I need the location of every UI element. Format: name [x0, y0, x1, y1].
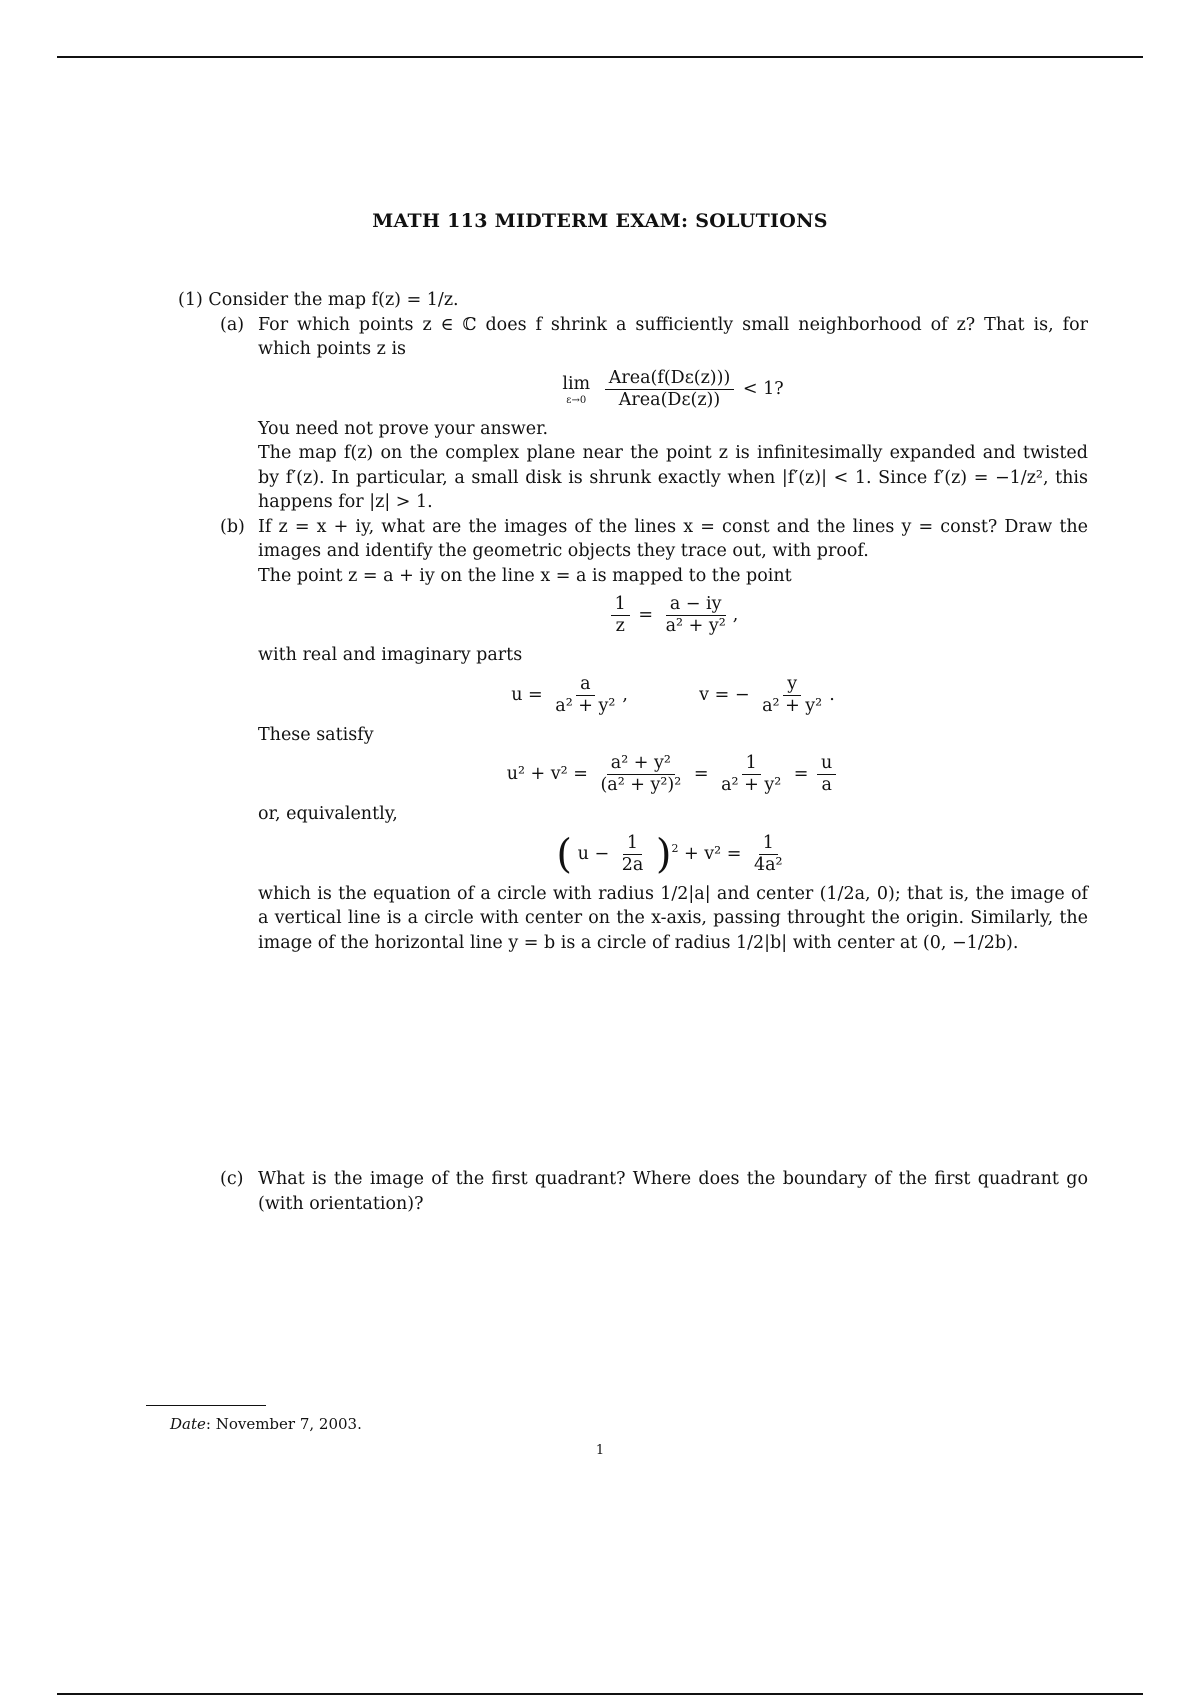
part-a-label: (a) — [220, 314, 245, 335]
page-title: MATH 113 MIDTERM EXAM: SOLUTIONS — [372, 210, 828, 232]
part-b-line-3: These satisfy — [258, 724, 374, 745]
right-paren: ) — [655, 831, 672, 877]
part-b-question: If z = x + iy, what are the images of the lines x = const and the lines y = const? Draw the images and identify the geometric objects they trace out, with proof. — [258, 516, 1088, 561]
eq4-frac-den: 2a — [621, 854, 644, 875]
area-denominator: Area(Dε(z)) — [618, 389, 721, 410]
part-b — [178, 515, 1088, 589]
eq4-rhs — [750, 833, 787, 876]
eq4-rhs-den: 4a² — [753, 854, 783, 875]
lim-text: lim — [562, 373, 591, 394]
part-b-line-4-wrap — [178, 802, 1088, 827]
equation-1: $\frac{1}{z}$ = $\frac{a - iy}{\text{a² + y²}}$ , — [178, 594, 1088, 637]
eq2-v-den: a² + y² — [762, 695, 823, 716]
eq4-frac-num: 1 — [623, 833, 642, 855]
part-a — [178, 313, 1088, 362]
eq1-rhs-num: a − iy — [666, 594, 726, 616]
part-b-conclusion: which is the equation of a circle with radius 1/2|a| and center (1/2a, 0); that is, the image of a vertical line is a circle with center on the x-axis, passing throught the origin. Similarly, the image of the horizontal line y = b is a circle of radius 1/2|b| with center at (0, −1/2b). — [258, 883, 1088, 953]
exam-content — [178, 288, 1088, 1216]
equation-2: u = $\frac{a}{\text{a² + y²}}$ , v = − $\frac{y}{\text{a² + y²}}$ . — [511, 673, 835, 716]
eq4-rest: + v² = — [684, 843, 742, 864]
left-paren: ( — [556, 831, 573, 877]
eq3-f3-den: a — [821, 775, 832, 795]
eq2-v-num: y — [783, 674, 801, 696]
top-rule — [57, 56, 1143, 58]
limit-rhs: < 1? — [742, 378, 784, 399]
eq4-inner: u − — [577, 843, 610, 864]
footnote-label: Date — [170, 1415, 206, 1433]
eq2-u: u = — [511, 684, 543, 705]
area-fraction — [605, 368, 735, 411]
part-b-line-2: with real and imaginary parts — [258, 645, 523, 665]
area-numerator: Area(f(Dε(z))) — [605, 368, 735, 390]
eq3-frac-1 — [596, 753, 685, 796]
eq3-f2-num: 1 — [742, 753, 761, 775]
footnote-rule — [146, 1405, 266, 1406]
bottom-rule — [57, 1693, 1143, 1695]
eq3-frac-2 — [717, 753, 785, 796]
problem-1-text: Consider the map f(z) = 1/z. — [208, 290, 459, 310]
square-exponent: 2 — [671, 841, 679, 855]
eq3-f1-den: (a² + y²)² — [600, 775, 682, 795]
eq3-f2-den: a² + y² — [721, 775, 782, 795]
eq3-f3-num: u — [817, 753, 836, 775]
limit-operator — [562, 372, 590, 407]
equation-4 — [178, 833, 1088, 876]
limit-equation — [178, 368, 1088, 411]
footnote-text: : November 7, 2003. — [205, 1415, 362, 1433]
eq1-lhs-den: z — [615, 616, 625, 636]
part-a-solution: The map f(z) on the complex plane near the point z is infinitesimally expanded and twisted by f′(z). In particular, a small disk is shrunk exactly when |f′(z)| < 1. Since f′(z) = −1/z², this happens for |z| > 1. — [258, 443, 1088, 512]
eq2-v: v = − — [699, 684, 750, 705]
problem-1-intro — [178, 288, 1088, 313]
eq1-rhs — [662, 594, 730, 637]
eq3-frac-3 — [817, 753, 836, 796]
eq3-f1-num: a² + y² — [607, 753, 675, 775]
part-c-question: What is the image of the first quadrant? Where does the boundary of the first quadrant go (with orientation)? — [258, 1169, 1088, 1214]
equation-3: u² + v² = $\frac{\text{a² + y²}}{\text{(a² + y²)²}}$ = $\frac{1}{\text{a² + y²}}$ = $\frac{u}{a}$ — [178, 753, 1088, 796]
part-c — [178, 1167, 1088, 1216]
part-a-answer — [178, 417, 1088, 515]
page-number: 1 — [595, 1443, 605, 1458]
eq1-rhs-den: a² + y² — [665, 616, 726, 636]
eq4-frac — [618, 833, 648, 876]
eq1-lhs — [611, 594, 630, 637]
part-b-line-4: or, equivalently, — [258, 804, 398, 824]
part-b-line-3-wrap — [178, 723, 1088, 748]
eq2-v-frac — [758, 674, 826, 717]
part-a-note: You need not prove your answer. — [258, 418, 549, 439]
part-b-conclusion-wrap — [178, 882, 1088, 956]
part-a-question: For which points z ∈ ℂ does f shrink a sufficiently small neighborhood of z? That is, for which points z is — [258, 314, 1088, 359]
eq4-rhs-num: 1 — [759, 833, 778, 855]
problem-1-label: (1) — [178, 290, 203, 310]
part-c-label: (c) — [220, 1169, 244, 1189]
eq2-u-num: a — [576, 674, 594, 696]
footnote — [170, 1414, 362, 1435]
eq3-lhs: u² + v² = — [506, 764, 588, 784]
part-b-line-2-wrap — [178, 643, 1088, 668]
part-b-label: (b) — [220, 516, 245, 537]
part-b-line-1: The point z = a + iy on the line x = a is mapped to the point — [258, 565, 792, 586]
eq1-lhs-num: 1 — [611, 594, 630, 616]
eq2-u-frac — [551, 674, 619, 717]
eq2-u-den: a² + y² — [555, 695, 616, 716]
lim-subscript: ε→0 — [566, 395, 587, 407]
